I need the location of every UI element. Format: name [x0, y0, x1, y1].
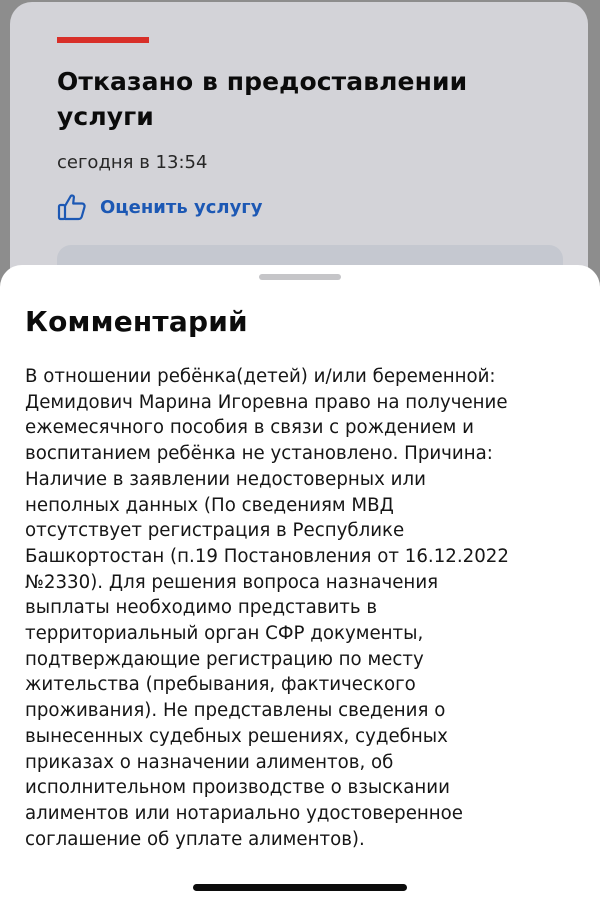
- status-accent-bar: [57, 37, 149, 43]
- comment-bottom-sheet: [0, 265, 600, 904]
- service-status-card: [10, 2, 588, 302]
- rate-service-label: Оценить услугу: [100, 196, 263, 218]
- status-title: Отказано в предоставлении услуги: [57, 67, 468, 131]
- sheet-title: Комментарий: [25, 305, 248, 338]
- sheet-grabber-handle[interactable]: [259, 274, 341, 280]
- home-indicator[interactable]: [193, 884, 407, 891]
- comment-text: В отношении ребёнка(детей) и/или беременной: Демидович Марина Игоревна право на получение ежемесячного пособия в связи с рождением и воспитанием ребёнка не установлено. Причина: Наличие в заявлении недостоверных или неполных данных (По сведениям МВД отсутствует регистрация в Республике Башкортостан (п.19 Постановления от 16.12.2022 №2330). Для решения вопроса назначения выплаты необходимо представить в территориальный орган СФР документы, подтверждающие регистрацию по месту жительства (пребывания, фактического проживания). Не представлены сведения о вынесенных судебных решениях, судебных приказах о назначении алиментов, об исполнительном производстве о взыскании алиментов или нотариально удостоверенное соглашение об уплате алиментов).: [25, 366, 509, 850]
- thumbs-up-icon: [56, 191, 88, 223]
- rate-service-button[interactable]: [56, 190, 262, 224]
- status-timestamp: сегодня в 13:54: [57, 152, 208, 173]
